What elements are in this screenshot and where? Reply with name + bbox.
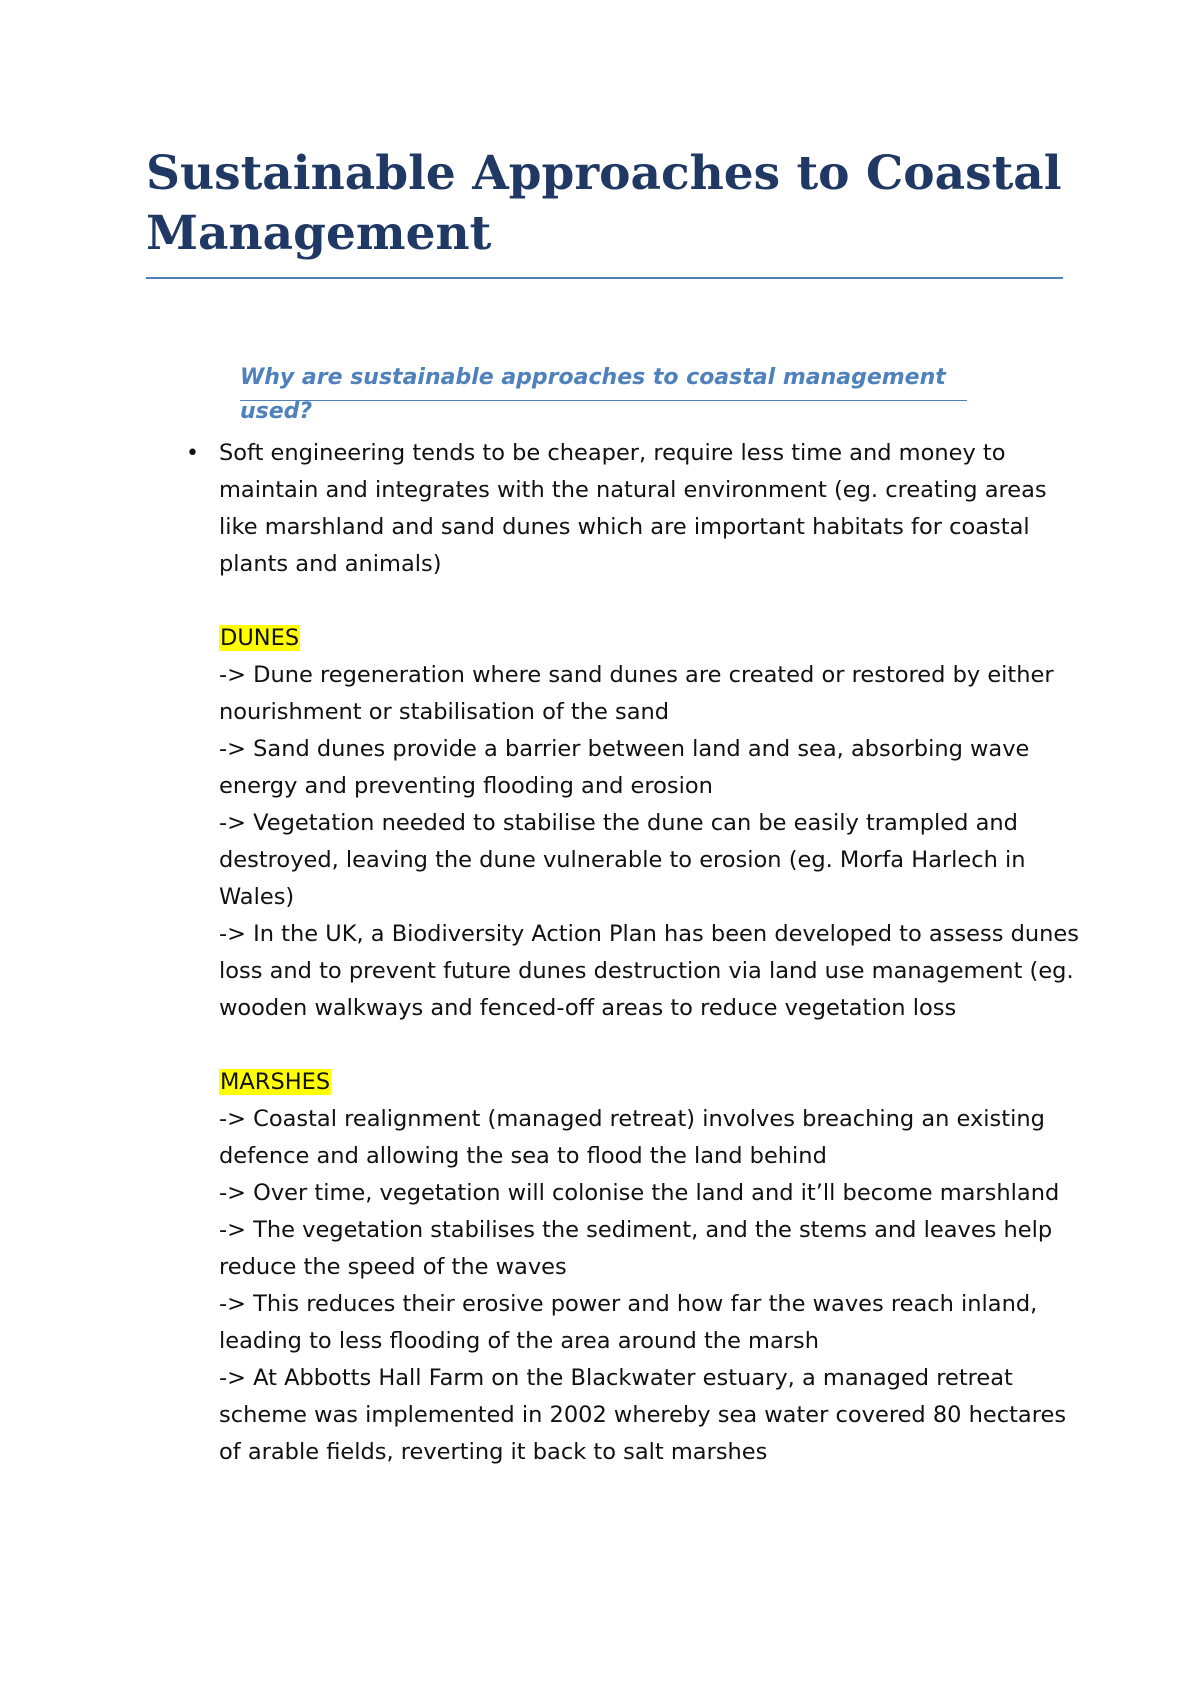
marshes-line: -> The vegetation stabilises the sediment, and the stems and leaves help reduce the speed of the waves [219, 1217, 1053, 1280]
marshes-heading [219, 1064, 1079, 1101]
dunes-line: -> Sand dunes provide a barrier between land and sea, absorbing wave energy and preventing flooding and erosion [219, 736, 1030, 799]
marshes-line: -> This reduces their erosive power and how far the waves reach inland, leading to less flooding of the area around the marsh [219, 1291, 1038, 1354]
title-underline [146, 277, 1063, 279]
marshes-line: -> At Abbotts Hall Farm on the Blackwater estuary, a managed retreat scheme was implemented in 2002 whereby sea water covered 80 hectares of arable fields, reverting it back to salt marshes [219, 1365, 1067, 1465]
bullet-text: Soft engineering tends to be cheaper, require less time and money to maintain and integrates with the natural environment (eg. creating areas like marshland and sand dunes which are important habitats for coastal plants and animals) [219, 440, 1047, 577]
document-title: Sustainable Approaches to Coastal Management [146, 146, 1062, 261]
marshes-line: -> Coastal realignment (managed retreat) involves breaching an existing defence and allowing the sea to flood the land behind [219, 1106, 1045, 1169]
marshes-heading-label: MARSHES [220, 1069, 331, 1095]
dunes-heading-label: DUNES [220, 625, 300, 651]
document-body [186, 435, 1079, 1471]
bullet-item [186, 435, 1079, 583]
dunes-line: -> In the UK, a Biodiversity Action Plan has been developed to assess dunes loss and to prevent future dunes destruction via land use management (eg. wooden walkways and fenced-off areas to reduce vegetation loss [219, 921, 1079, 1021]
question-underline [240, 400, 967, 401]
dunes-line: -> Dune regeneration where sand dunes are created or restored by either nourishment or stabilisation of the sand [219, 662, 1054, 725]
dunes-heading [219, 620, 1079, 657]
paragraph-spacer [219, 1027, 1079, 1064]
bullet-icon: • [186, 441, 199, 466]
dunes-line: -> Vegetation needed to stabilise the dune can be easily trampled and destroyed, leaving the dune vulnerable to erosion (eg. Morfa Harlech in Wales) [219, 810, 1026, 910]
marshes-line: -> Over time, vegetation will colonise the land and it’ll become marshland [219, 1180, 1060, 1206]
paragraph-spacer [219, 583, 1079, 620]
section-question-heading: Why are sustainable approaches to coastal management used? [240, 365, 946, 424]
